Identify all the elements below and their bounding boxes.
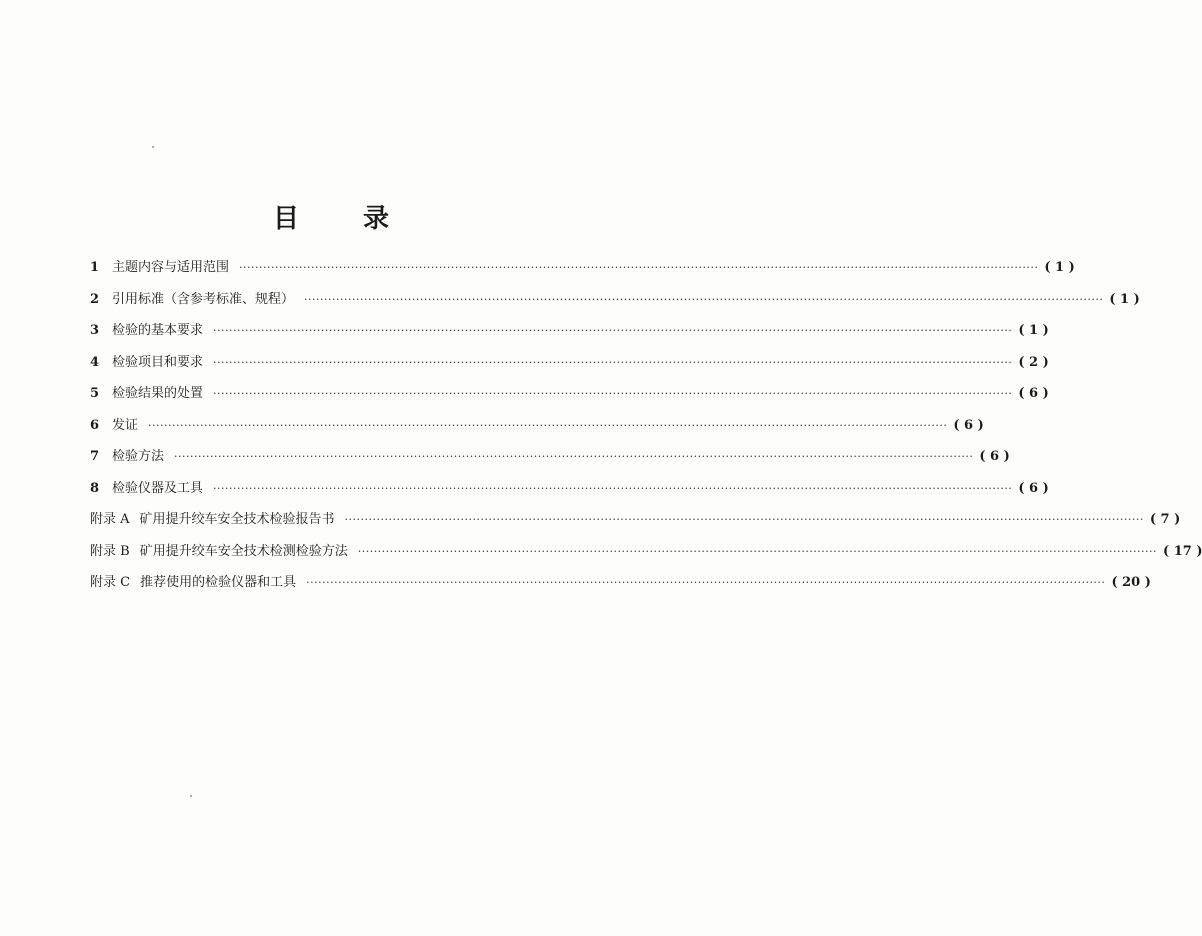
title-char-1: 目	[272, 204, 299, 234]
toc-entry-page: ( 6 )	[979, 449, 1010, 464]
toc-entry-page: ( 2 )	[1018, 354, 1049, 370]
toc-entry-label: 矿用提升绞车安全技术检测检验方法	[139, 543, 348, 559]
toc-leader-dots: ········································································································································································································	[213, 355, 1013, 369]
toc-entry[interactable]	[90, 573, 1151, 605]
toc-leader-dots: ········································································································································································································	[148, 418, 948, 432]
toc-entry-label: 检验方法	[112, 449, 165, 464]
toc-entry-label: 检验结果的处置	[112, 386, 204, 401]
toc-entry-number: 4	[90, 354, 100, 370]
toc-entry-number: 2	[90, 291, 100, 307]
title-char-2: 录	[363, 204, 390, 234]
toc-leader-dots: ········································································································································································································	[174, 450, 974, 463]
toc-leader-dots: ········································································································································································································	[306, 576, 1106, 589]
toc-entry[interactable]	[90, 542, 1202, 574]
toc-entry-page: ( 1 )	[1044, 260, 1075, 275]
toc-entry-page: ( 17 )	[1163, 543, 1202, 559]
toc-entry-label: 检验的基本要求	[112, 323, 204, 338]
toc-entry-page: ( 20 )	[1111, 575, 1151, 590]
toc-entry-page: ( 7 )	[1149, 512, 1181, 527]
toc-entry-label: 检验仪器及工具	[112, 480, 204, 496]
toc-entry-number: 附录 A	[90, 512, 130, 527]
toc-entry-label: 发证	[112, 417, 139, 433]
toc-leader-dots: ········································································································································································································	[213, 387, 1013, 400]
table-of-contents	[90, 258, 1202, 605]
toc-entry[interactable]	[90, 290, 1140, 322]
toc-entry-label: 推荐使用的检验仪器和工具	[140, 575, 297, 590]
toc-entry-number: 附录 B	[90, 543, 130, 559]
page-title	[0, 198, 662, 235]
toc-entry-number: 7	[90, 449, 100, 464]
toc-entry[interactable]	[90, 321, 1049, 353]
toc-entry-page: ( 6 )	[1018, 386, 1049, 401]
toc-entry-number: 3	[90, 323, 100, 338]
toc-entry-number: 6	[90, 417, 100, 433]
toc-entry-number: 8	[90, 480, 100, 496]
toc-entry-number: 1	[90, 260, 100, 275]
toc-leader-dots: ········································································································································································································	[239, 261, 1039, 274]
toc-entry[interactable]	[90, 447, 1010, 479]
toc-entry[interactable]	[90, 510, 1181, 542]
toc-entry-page: ( 6 )	[953, 417, 984, 433]
toc-entry-label: 检验项目和要求	[112, 354, 204, 370]
toc-entry-number: 附录 C	[90, 575, 131, 590]
scan-speck	[152, 146, 154, 148]
toc-leader-dots: ········································································································································································································	[357, 544, 1158, 558]
toc-entry[interactable]	[90, 258, 1075, 290]
toc-entry-label: 引用标准（含参考标准、规程）	[112, 291, 295, 307]
toc-leader-dots: ········································································································································································································	[213, 481, 1013, 495]
toc-entry[interactable]	[90, 416, 984, 448]
toc-entry-label: 主题内容与适用范围	[112, 260, 230, 275]
toc-leader-dots: ········································································································································································································	[213, 324, 1013, 337]
scan-speck	[190, 795, 192, 797]
toc-entry-label: 矿用提升绞车安全技术检验报告书	[139, 512, 335, 527]
toc-entry[interactable]	[90, 479, 1049, 511]
toc-entry-page: ( 6 )	[1018, 480, 1049, 496]
toc-leader-dots: ········································································································································································································	[344, 513, 1144, 526]
toc-entry-page: ( 1 )	[1109, 291, 1140, 307]
toc-entry[interactable]	[90, 353, 1049, 385]
toc-leader-dots: ········································································································································································································	[304, 292, 1104, 306]
toc-entry[interactable]	[90, 384, 1049, 416]
toc-entry-number: 5	[90, 386, 100, 401]
toc-entry-page: ( 1 )	[1018, 323, 1049, 338]
